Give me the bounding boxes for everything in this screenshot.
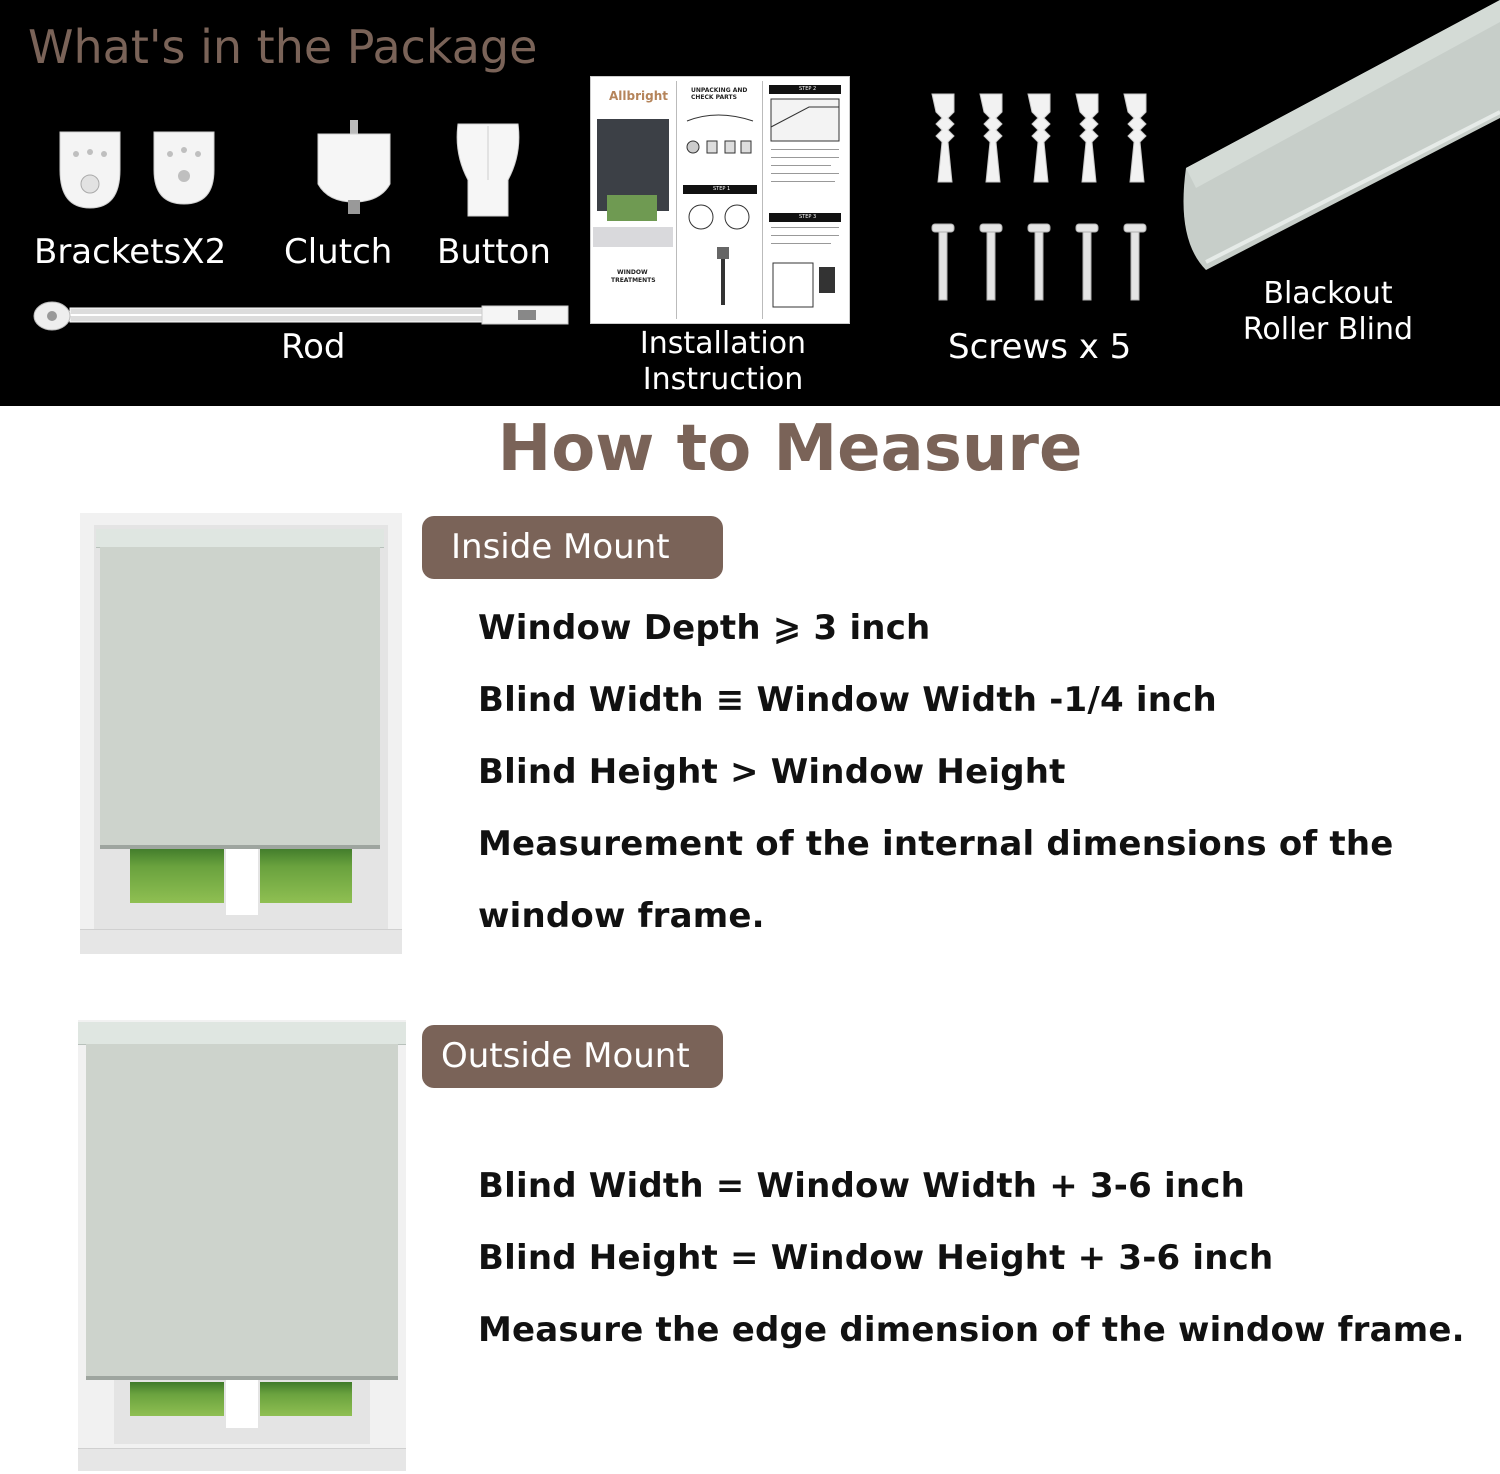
instruction-label-line2: Instruction xyxy=(642,362,804,397)
bracket-icon xyxy=(56,128,226,214)
rod-label: Rod xyxy=(281,327,346,367)
inside-rule-height: Blind Height > Window Height xyxy=(478,752,1066,792)
inside-mount-image xyxy=(80,513,402,953)
inside-rule-note-line1: Measurement of the internal dimensions of the xyxy=(478,824,1394,864)
parts-diagram-icon xyxy=(683,107,757,167)
inside-rule-note-line2: window frame. xyxy=(478,896,765,936)
clutch-label: Clutch xyxy=(284,232,393,272)
manual-window-text: WINDOW xyxy=(617,269,648,276)
package-title: What's in the Package xyxy=(28,20,538,74)
manual-treatments-text: TREATMENTS xyxy=(611,277,656,284)
blind-label-line1: Blackout xyxy=(1263,276,1393,311)
manual-heading: UNPACKING AND xyxy=(691,87,748,94)
measure-diagram-icon xyxy=(771,257,839,311)
outside-rule-note: Measure the edge dimension of the window frame. xyxy=(478,1310,1465,1350)
mount-diagram-icon xyxy=(769,97,841,143)
end-button-icon xyxy=(452,120,524,220)
instruction-label-line1: Installation xyxy=(639,326,807,361)
manual-brand: Allbright xyxy=(609,89,669,103)
outside-mount-badge: Outside Mount xyxy=(422,1025,723,1088)
brackets-label: BracketsX2 xyxy=(34,232,227,272)
inside-rule-depth: Window Depth ⩾ 3 inch xyxy=(478,608,931,648)
instruction-label xyxy=(626,326,820,398)
button-label: Button xyxy=(437,232,551,272)
outside-rule-height: Blind Height = Window Height + 3-6 inch xyxy=(478,1238,1274,1278)
package-panel xyxy=(0,0,1500,406)
step-diagram-icon xyxy=(685,197,755,307)
roller-blind-icon xyxy=(1176,0,1500,272)
inside-mount-badge: Inside Mount xyxy=(422,516,723,579)
manual-subheading: CHECK PARTS xyxy=(691,94,737,101)
manual-window-photo xyxy=(607,195,657,221)
instruction-manual xyxy=(590,76,850,324)
blind-label xyxy=(1230,276,1426,348)
outside-mount-image xyxy=(78,1020,406,1470)
outside-rule-width: Blind Width = Window Width + 3-6 inch xyxy=(478,1166,1246,1206)
manual-step2: STEP 2 xyxy=(799,86,817,92)
screws-label: Screws x 5 xyxy=(948,327,1132,367)
manual-step1: STEP 1 xyxy=(713,186,731,192)
measure-title: How to Measure xyxy=(497,412,1083,486)
blind-label-line2: Roller Blind xyxy=(1242,312,1414,347)
inside-rule-width: Blind Width ≡ Window Width -1/4 inch xyxy=(478,680,1217,720)
clutch-icon xyxy=(314,118,394,218)
manual-bed-photo xyxy=(593,227,673,247)
screws-icon xyxy=(924,90,1160,306)
manual-step3: STEP 3 xyxy=(799,214,817,220)
